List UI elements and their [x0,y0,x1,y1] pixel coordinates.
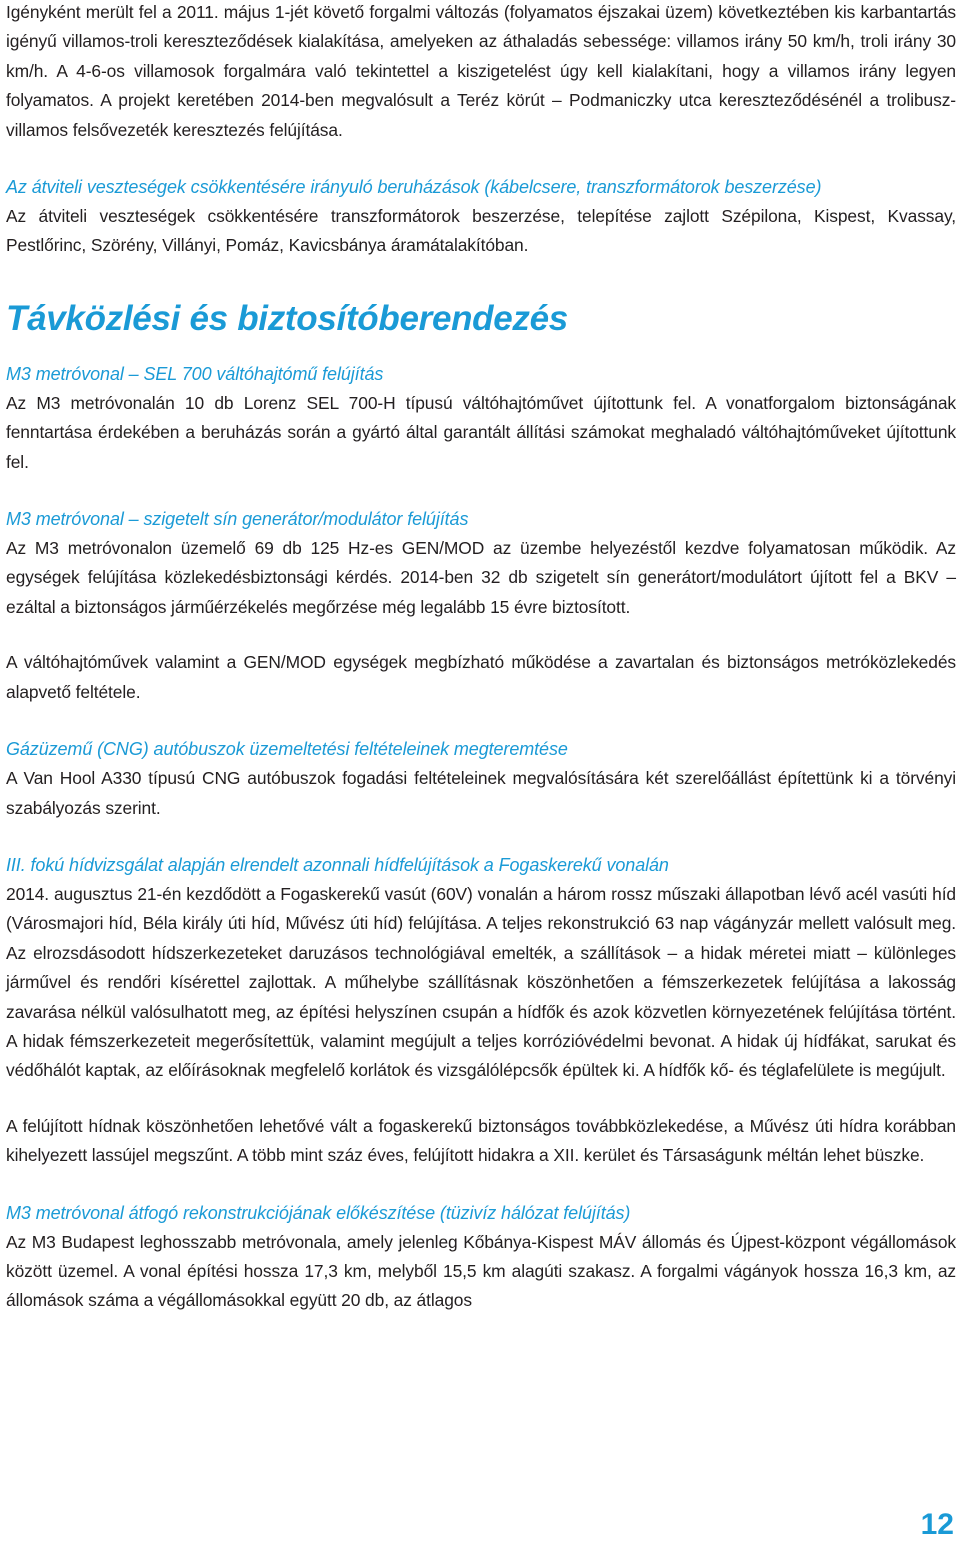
subsection-paragraph-gen-mod-2: A váltóhajtóművek valamint a GEN/MOD egységek megbízható működése a zavartalan és biztonságos metróközlekedés alapvető feltétele. [6,652,956,702]
subsection-title-gen-mod: M3 metróvonal – szigetelt sín generátor/modulátor felújítás [6,509,469,530]
subsection-title-m3-reconstruction: M3 metróvonal átfogó rekonstrukciójának előkészítése (tüzivíz hálózat felújítás) [6,1202,631,1223]
subsection-paragraph-gen-mod-1: Az M3 metróvonalon üzemelő 69 db 125 Hz-es GEN/MOD az üzembe helyezéstől kezdve folyamatosan működik. Az egységek felújítása közlekedésbiztonsági kérdés. 2014-ben 32 db szigetelt sín generátort/modulátort újított fel a BKV – ezáltal a biztonságos járműérzékelés megőrzése még legalább 15 évre biztosított. [6,538,956,617]
subsection-paragraph-bridges-2: A felújított hídnak köszönhetően lehetővé vált a fogaskerekű biztonságos továbbközlekedése, a Művész úti hídra korábban kihelyezett lassújel megszűnt. A több mint száz éves, felújított hidakra a XII. kerület és Társaságunk méltán lehet büszke. [6,1115,956,1166]
subsection-paragraph-bridges-1: 2014. augusztus 21-én kezdődött a Fogaskerekű vasút (60V) vonalán a három rossz műszaki állapotban lévő acél vasúti híd (Városmajori híd, Béla király úti híd, Művész úti híd) felújítása. A teljes rekonstrukció 63 nap vágányzár mellett valósult meg. Az elrozsdásodott hídszerkezeteket daruzásos technológiával emelték, a szállítások – a hidak méretei miatt – különleges járművel és rendőri kísérettel zajlottak. A műhelybe szállításnak köszönhetően a fémszerkezetek felújítása a lakosság zavarása nélkül valósulhatott meg, az építési helyszínen csupán a hídfők és azok közvetlen környezetének felújítása történt. A hidak fémszerkezeteit megerősítettük, valamint megújult a teljes korrózióvédelmi bevonat. A hidak új hídfákat, sarukat és védőhálót kaptak, az előírásoknak megfelelő korlátok és vizsgálólépcsők épültek ki. A hídfők kő- és téglafelülete is megújult. [6,883,956,1081]
subsection-paragraph-sel700: Az M3 metróvonalán 10 db Lorenz SEL 700-H típusú váltóhajtóművet újítottunk fel. A vonatforgalom biztonságának fenntartása érdekében a beruházás során a gyártó által garantált állítási számokat meghaladó váltóhajtóműveket újítottunk fel. [6,392,956,472]
subsection-title-cng: Gázüzemű (CNG) autóbuszok üzemeltetési feltételeinek megteremtése [6,739,568,760]
subsection-paragraph-cng: A Van Hool A330 típusú CNG autóbuszok fogadási feltételeinek megvalósítására két szerelőállást építettünk ki a törvényi szabályozás szerint. [6,768,956,818]
subsection-paragraph-m3-reconstruction: Az M3 Budapest leghosszabb metróvonala, amely jelenleg Kőbánya-Kispest MÁV állomás és Újpest-központ végállomások között üzemel. A vonal építési hossza 17,3 km, melyből 15,5 km alagúti szakasz. A forgalmi vágányok hossza 16,3 km, az állomások száma a végállomásokkal együtt 20 db, az átlagos [6,1231,956,1311]
main-heading: Távközlési és biztosítóberendezés [6,298,568,338]
subsection-title-bridges: III. fokú hídvizsgálat alapján elrendelt azonnali hídfelújítások a Fogaskerekű vonalán [6,854,669,875]
intro-paragraph: Igényként merült fel a 2011. május 1-jét követő forgalmi változás (folyamatos éjszakai üzem) következtében kis karbantartás igényű villamos-troli kereszteződések kialakítása, amelyeken az áthaladás sebessége: villamos irány 50 km/h, troli irány 30 km/h. A 4-6-os villamosok forgalmára való tekintettel a kiszigetelést úgy kell kialakítani, hogy a villamos irány legyen folyamatos. A projekt keretében 2014-ben megvalósult a Teréz körút – Podmaniczky utca kereszteződésénél a trolibusz-villamos felsővezeték keresztezés felújítása. [6,2,956,140]
section-title-transmission-losses: Az átviteli veszteségek csökkentésére irányuló beruházások (kábelcsere, transzformátorok beszerzése) [6,177,822,198]
subsection-title-sel700: M3 metróvonal – SEL 700 váltóhajtómű felújítás [6,363,384,384]
section-paragraph-transmission-losses: Az átviteli veszteségek csökkentésére transzformátorok beszerzése, telepítése zajlott Szépilona, Kispest, Kvassay, Pestlőrinc, Szörény, Villányi, Pomáz, Kavicsbánya áramátalakítóban. [6,206,956,256]
page-number: 12 [920,1508,954,1541]
document-page [6,0,956,1316]
